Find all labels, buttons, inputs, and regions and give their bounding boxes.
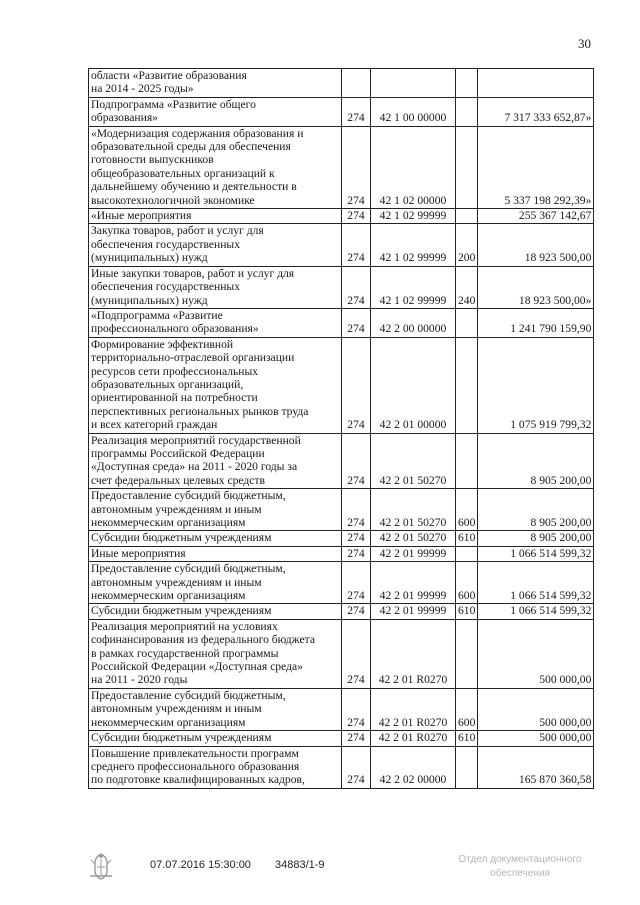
cell-amount: 18 923 500,00	[478, 224, 594, 266]
stamp-line-2: обеспечения	[490, 868, 550, 879]
cell-ved: 274	[342, 746, 371, 788]
cell-amount: 8 905 200,00	[478, 489, 594, 531]
table-body	[89, 69, 594, 789]
cell-ved: 274	[342, 562, 371, 604]
cell-vr: 610	[456, 731, 478, 746]
cell-amount: 1 066 514 599,32	[478, 604, 594, 619]
cell-ved: 274	[342, 433, 371, 489]
cell-amount: 8 905 200,00	[478, 433, 594, 489]
cell-vr	[456, 209, 478, 224]
cell-vr	[456, 546, 478, 561]
cell-amount: 500 000,00	[478, 619, 594, 688]
table-row	[89, 266, 594, 308]
cell-amount: 1 075 919 799,32	[478, 337, 594, 433]
cell-amount: 7 317 333 652,87»	[478, 97, 594, 126]
cell-vr	[456, 126, 478, 208]
cell-name: Субсидии бюджетным учреждениям	[89, 731, 342, 746]
cell-vr: 610	[456, 531, 478, 546]
department-stamp	[440, 853, 600, 881]
cell-ved: 274	[342, 604, 371, 619]
cell-ved: 274	[342, 97, 371, 126]
cell-amount	[478, 69, 594, 98]
cell-name: области «Развитие образования на 2014 - 2025 годы»	[89, 69, 342, 98]
page-number: 30	[578, 36, 591, 51]
cell-amount: 5 337 198 292,39»	[478, 126, 594, 208]
cell-name: Иные мероприятия	[89, 546, 342, 561]
cell-ved	[342, 69, 371, 98]
cell-csr: 42 1 02 99999	[371, 224, 456, 266]
table-row	[89, 308, 594, 337]
table-row	[89, 619, 594, 688]
cell-vr	[456, 433, 478, 489]
cell-name: Подпрограмма «Развитие общего образования»	[89, 97, 342, 126]
cell-ved: 274	[342, 308, 371, 337]
cell-amount: 1 066 514 599,32	[478, 546, 594, 561]
cell-vr	[456, 337, 478, 433]
table-row	[89, 69, 594, 98]
cell-vr	[456, 308, 478, 337]
cell-csr: 42 2 01 99999	[371, 562, 456, 604]
cell-csr: 42 2 01 50270	[371, 433, 456, 489]
cell-name: «Подпрограмма «Развитие профессионального образования»	[89, 308, 342, 337]
cell-csr: 42 2 01 00000	[371, 337, 456, 433]
table-row	[89, 433, 594, 489]
table-row	[89, 97, 594, 126]
cell-ved: 274	[342, 337, 371, 433]
cell-vr	[456, 69, 478, 98]
cell-vr: 200	[456, 224, 478, 266]
table-row	[89, 531, 594, 546]
cell-name: «Иные мероприятия	[89, 209, 342, 224]
table-row	[89, 337, 594, 433]
table-row	[89, 546, 594, 561]
cell-ved: 274	[342, 546, 371, 561]
coat-of-arms-icon	[86, 851, 116, 881]
table-row	[89, 562, 594, 604]
cell-amount: 1 066 514 599,32	[478, 562, 594, 604]
footer	[0, 851, 640, 891]
cell-amount: 500 000,00	[478, 731, 594, 746]
cell-ved: 274	[342, 688, 371, 730]
cell-amount: 165 870 360,58	[478, 746, 594, 788]
cell-vr: 600	[456, 562, 478, 604]
cell-ved: 274	[342, 126, 371, 208]
cell-name: Реализация мероприятий государственной программы Российской Федерации «Доступная среда» на 2011 - 2020 годы за счет федеральных целевых средств	[89, 433, 342, 489]
cell-csr	[371, 69, 456, 98]
cell-name: Формирование эффективной территориально-отраслевой организации ресурсов сети профессиональных образовательных организаций, ориентированной на потребности перспективных региональных рынков труда и всех категорий граждан	[89, 337, 342, 433]
budget-table	[88, 68, 594, 789]
cell-ved: 274	[342, 209, 371, 224]
cell-vr	[456, 619, 478, 688]
cell-name: Реализация мероприятий на условиях софинансирования из федерального бюджета в рамках государственной программы Российской Федерации «Доступная среда» на 2011 - 2020 годы	[89, 619, 342, 688]
cell-name: Иные закупки товаров, работ и услуг для обеспечения государственных (муниципальных) нужд	[89, 266, 342, 308]
cell-name: Закупка товаров, работ и услуг для обеспечения государственных (муниципальных) нужд	[89, 224, 342, 266]
table-row	[89, 489, 594, 531]
cell-ved: 274	[342, 531, 371, 546]
cell-csr: 42 2 01 50270	[371, 531, 456, 546]
cell-vr	[456, 746, 478, 788]
table-row	[89, 224, 594, 266]
table-row	[89, 746, 594, 788]
cell-vr: 610	[456, 604, 478, 619]
table-row	[89, 209, 594, 224]
table-row	[89, 731, 594, 746]
cell-name: Предоставление субсидий бюджетным, автономным учреждениям и иным некоммерческим организациям	[89, 688, 342, 730]
cell-csr: 42 2 01 R0270	[371, 688, 456, 730]
cell-amount: 500 000,00	[478, 688, 594, 730]
cell-csr: 42 2 01 R0270	[371, 619, 456, 688]
footer-date: 07.07.2016 15:30:00	[150, 859, 251, 871]
cell-name: Предоставление субсидий бюджетным, автономным учреждениям и иным некоммерческим организациям	[89, 562, 342, 604]
table-row	[89, 688, 594, 730]
cell-csr: 42 2 01 R0270	[371, 731, 456, 746]
cell-name: Повышение привлекательности программ среднего профессионального образования по подготовке квалифицированных кадров,	[89, 746, 342, 788]
cell-amount: 255 367 142,67	[478, 209, 594, 224]
cell-csr: 42 2 01 99999	[371, 546, 456, 561]
cell-csr: 42 1 02 00000	[371, 126, 456, 208]
cell-vr: 240	[456, 266, 478, 308]
cell-ved: 274	[342, 266, 371, 308]
cell-csr: 42 2 02 00000	[371, 746, 456, 788]
cell-name: Субсидии бюджетным учреждениям	[89, 531, 342, 546]
cell-ved: 274	[342, 731, 371, 746]
cell-amount: 18 923 500,00»	[478, 266, 594, 308]
cell-vr: 600	[456, 489, 478, 531]
cell-csr: 42 2 01 99999	[371, 604, 456, 619]
cell-name: Предоставление субсидий бюджетным, автономным учреждениям и иным некоммерческим организациям	[89, 489, 342, 531]
cell-amount: 1 241 790 159,90	[478, 308, 594, 337]
cell-vr	[456, 97, 478, 126]
cell-name: Субсидии бюджетным учреждениям	[89, 604, 342, 619]
cell-csr: 42 2 01 50270	[371, 489, 456, 531]
table-row	[89, 126, 594, 208]
cell-name: «Модернизация содержания образования и образовательной среды для обеспечения готовности выпускников общеобразовательных организаций к дальнейшему обучению и деятельности в высокотехнологичной экономике	[89, 126, 342, 208]
cell-csr: 42 2 00 00000	[371, 308, 456, 337]
cell-amount: 8 905 200,00	[478, 531, 594, 546]
table-row	[89, 604, 594, 619]
footer-doc-id: 34883/1-9	[275, 859, 325, 871]
cell-ved: 274	[342, 489, 371, 531]
cell-ved: 274	[342, 224, 371, 266]
cell-csr: 42 1 02 99999	[371, 266, 456, 308]
stamp-line-1: Отдел документационного	[458, 854, 582, 865]
cell-csr: 42 1 00 00000	[371, 97, 456, 126]
cell-vr: 600	[456, 688, 478, 730]
cell-csr: 42 1 02 99999	[371, 209, 456, 224]
cell-ved: 274	[342, 619, 371, 688]
